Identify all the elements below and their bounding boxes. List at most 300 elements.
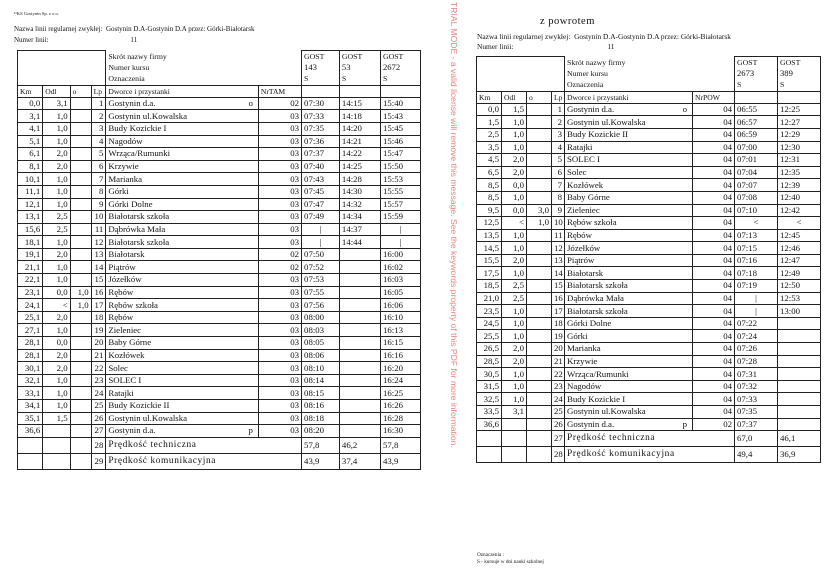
o-cell: [527, 242, 552, 255]
course-firm: GOST: [735, 57, 778, 69]
stop-flag: [687, 293, 690, 304]
stop-name-cell: [106, 362, 259, 375]
o-cell: [70, 97, 91, 110]
lp-cell: 16: [91, 286, 106, 299]
stop-name-cell: [106, 261, 259, 274]
departure-time: 06:59: [735, 128, 778, 141]
stop-name: Rębów: [567, 229, 592, 240]
departure-time: 07:19: [735, 280, 778, 293]
lp-cell: 15: [552, 280, 565, 293]
departure-time: 12:50: [778, 280, 821, 293]
departure-time: [339, 349, 380, 362]
departure-time: 07:31: [735, 368, 778, 381]
distance-cell: 2,5: [502, 280, 527, 293]
col-header-nr: NrPOW: [693, 91, 735, 103]
o-cell: [70, 185, 91, 198]
km-cell: 30,5: [477, 368, 502, 381]
nr-cell: 04: [693, 254, 735, 267]
departure-time: 16:13: [380, 324, 420, 337]
lp-cell: 10: [552, 217, 565, 230]
km-cell: 28,5: [477, 355, 502, 368]
o-cell: [527, 116, 552, 129]
departure-time: 08:10: [302, 362, 340, 375]
departure-time: 06:57: [735, 116, 778, 129]
stop-name: Krzywie: [567, 355, 598, 366]
stop-name: Zieleniec: [567, 204, 600, 215]
stop-row: [18, 236, 421, 249]
stop-name: Budy Kozickie II: [567, 129, 629, 140]
stop-name: Krzywie: [108, 161, 139, 172]
speed-value: 46,1: [778, 431, 821, 447]
nr-cell: 03: [258, 160, 301, 173]
column-header-row: [477, 91, 821, 103]
distance-cell: 1,0: [43, 324, 70, 337]
distance-cell: 2,0: [502, 166, 527, 179]
stop-row: [477, 128, 821, 141]
departure-time: 12:42: [778, 204, 821, 217]
stop-flag: [687, 117, 690, 128]
stop-row: [18, 148, 421, 161]
departure-time: |: [302, 223, 340, 236]
lp-cell: 18: [91, 311, 106, 324]
nr-cell: 03: [258, 211, 301, 224]
departure-time: 14:18: [339, 110, 380, 123]
stop-name: Piątrów: [567, 255, 595, 266]
stop-name-cell: [106, 412, 259, 425]
departure-time: |: [302, 236, 340, 249]
stop-row: [18, 299, 421, 312]
nr-cell: 04: [693, 179, 735, 192]
stop-name: Marianka: [108, 173, 143, 184]
speed-value: 57,8: [380, 437, 420, 453]
stop-name-cell: [106, 160, 259, 173]
distance-cell: 1,0: [502, 368, 527, 381]
lp-cell: 7: [552, 179, 565, 192]
departure-time: 07:04: [735, 166, 778, 179]
lp-cell: 13: [552, 254, 565, 267]
o-cell: [527, 154, 552, 167]
stop-flag: [253, 174, 256, 185]
departure-time: 07:01: [735, 154, 778, 167]
departure-time: 07:47: [302, 198, 340, 211]
stop-name-cell: [106, 248, 259, 261]
course-mark: S: [339, 73, 380, 85]
footer-blank: [18, 453, 43, 469]
header-blank: [18, 51, 106, 86]
departure-time: 14:15: [339, 97, 380, 110]
distance-cell: 0,0: [502, 204, 527, 217]
distance-cell: 1,0: [502, 242, 527, 255]
lp-cell: 13: [91, 248, 106, 261]
stop-name-cell: [565, 128, 693, 141]
lp-cell: 17: [552, 305, 565, 318]
nr-cell: 04: [693, 154, 735, 167]
footer-blank: [527, 431, 552, 447]
stop-name-cell: [565, 229, 693, 242]
stop-flag: [253, 325, 256, 336]
stop-flag: [253, 287, 256, 298]
distance-cell: 1,0: [43, 374, 70, 387]
stop-flag: p: [248, 425, 253, 436]
departure-time: 13:00: [778, 305, 821, 318]
km-cell: 3,5: [477, 141, 502, 154]
departure-time: [778, 393, 821, 406]
distance-cell: <: [43, 299, 70, 312]
departure-time: 07:45: [302, 185, 340, 198]
km-cell: 17,5: [477, 267, 502, 280]
departure-time: 12:25: [778, 103, 821, 116]
lp-cell: 14: [552, 267, 565, 280]
km-cell: 32,5: [477, 393, 502, 406]
distance-cell: 1,0: [502, 380, 527, 393]
km-cell: 36,6: [18, 425, 43, 438]
stop-name: Górki: [108, 186, 129, 197]
course-mark: S: [735, 79, 778, 91]
km-cell: 28,1: [18, 349, 43, 362]
departure-time: 14:28: [339, 173, 380, 186]
stop-flag: [253, 211, 256, 222]
nr-cell: 02: [693, 418, 735, 431]
stop-flag: [253, 186, 256, 197]
departure-time: [778, 355, 821, 368]
timetable-return: [476, 56, 821, 463]
departure-time: 07:36: [302, 135, 340, 148]
km-cell: 28,1: [18, 337, 43, 350]
distance-cell: 1,0: [502, 191, 527, 204]
stop-flag: [253, 312, 256, 323]
nr-cell: 04: [693, 267, 735, 280]
lp-cell: 19: [91, 324, 106, 337]
stop-name-cell: [565, 141, 693, 154]
departure-time: [339, 324, 380, 337]
departure-time: 14:44: [339, 236, 380, 249]
departure-time: <: [778, 217, 821, 230]
distance-cell: 0,0: [43, 286, 70, 299]
departure-time: |: [735, 292, 778, 305]
distance-cell: 2,0: [43, 248, 70, 261]
nr-cell: 03: [258, 311, 301, 324]
departure-time: |: [735, 305, 778, 318]
stop-name: Białotarsk: [108, 249, 145, 260]
stop-name: Solec: [567, 167, 587, 178]
return-title: z powrotem: [540, 16, 595, 27]
lp-cell: 2: [552, 116, 565, 129]
stop-name-cell: [565, 355, 693, 368]
nr-cell: 04: [693, 103, 735, 116]
departure-time: 14:20: [339, 122, 380, 135]
stop-name-cell: [106, 387, 259, 400]
o-cell: [70, 160, 91, 173]
stop-name: Gostynin d.a.: [567, 104, 615, 115]
stop-flag: [253, 237, 256, 248]
stop-row: [18, 248, 421, 261]
nr-cell: 03: [258, 122, 301, 135]
stop-name-cell: [106, 236, 259, 249]
lp-cell: 1: [91, 97, 106, 110]
lp-cell: 4: [552, 141, 565, 154]
col-header-blank: [778, 91, 821, 103]
company-name: ¹¹KS Gostynin Sp. z o.o.: [14, 11, 59, 16]
stop-row: [18, 324, 421, 337]
km-cell: 3,1: [18, 110, 43, 123]
footer-blank: [43, 453, 70, 469]
col-header-nr: NrTAM: [258, 85, 301, 97]
stop-name: Budy Kozickie II: [108, 400, 170, 411]
km-cell: 18,5: [477, 280, 502, 293]
stop-name: Nagodów: [108, 135, 143, 146]
col-header-lp: Lp: [91, 85, 106, 97]
col-header-lp: Lp: [552, 91, 565, 103]
nr-cell: 03: [258, 387, 301, 400]
footer-blank: [527, 447, 552, 463]
stop-name-cell: [106, 185, 259, 198]
departure-time: [778, 406, 821, 419]
stop-name-cell: [565, 166, 693, 179]
departure-time: [339, 400, 380, 413]
o-cell: [527, 330, 552, 343]
departure-time: 07:35: [302, 122, 340, 135]
stop-name-cell: [565, 116, 693, 129]
timetable-outbound: [17, 50, 421, 470]
stop-name-cell: [565, 343, 693, 356]
stop-flag: [253, 123, 256, 134]
departure-time: 07:35: [735, 406, 778, 419]
lp-cell: 18: [552, 317, 565, 330]
stop-row: [18, 97, 421, 110]
stop-row: [477, 355, 821, 368]
nr-cell: 04: [693, 141, 735, 154]
o-cell: 1,0: [527, 217, 552, 230]
km-cell: 15,6: [18, 223, 43, 236]
nr-cell: 03: [258, 349, 301, 362]
nr-cell: 04: [693, 355, 735, 368]
stop-row: [18, 274, 421, 287]
distance-cell: 1,0: [502, 128, 527, 141]
departure-time: 16:30: [380, 425, 420, 438]
stop-row: [18, 223, 421, 236]
stop-flag: [687, 331, 690, 342]
stop-name: Rębów szkoła: [567, 217, 617, 228]
departure-time: 07:56: [302, 299, 340, 312]
o-cell: [70, 400, 91, 413]
stop-name-cell: [106, 110, 259, 123]
departure-time: 15:47: [380, 148, 420, 161]
stop-row: [477, 292, 821, 305]
header-label: Skrót nazwy firmy: [565, 57, 735, 69]
distance-cell: 1,0: [43, 387, 70, 400]
o-cell: [70, 248, 91, 261]
departure-time: [339, 274, 380, 287]
stop-name-cell: [106, 274, 259, 287]
o-cell: [70, 135, 91, 148]
distance-cell: 1,0: [502, 141, 527, 154]
stop-name: Rębów: [108, 286, 134, 297]
header-label: Numer kursu: [106, 62, 302, 73]
distance-cell: <: [502, 217, 527, 230]
lp-cell: 22: [552, 368, 565, 381]
stop-name: Kozłówek: [108, 349, 145, 360]
stop-name-cell: [106, 425, 259, 438]
o-cell: [527, 254, 552, 267]
nr-cell: 03: [258, 374, 301, 387]
km-cell: 1,5: [477, 116, 502, 129]
distance-cell: 1,0: [502, 116, 527, 129]
km-cell: 8,5: [477, 179, 502, 192]
speed-value: 43,9: [380, 453, 420, 469]
departure-time: 15:46: [380, 135, 420, 148]
departure-time: 07:26: [735, 343, 778, 356]
stop-flag: [687, 205, 690, 216]
departure-time: 12:27: [778, 116, 821, 129]
departure-time: 07:43: [302, 173, 340, 186]
stop-name-cell: [565, 330, 693, 343]
km-cell: 4,5: [477, 154, 502, 167]
departure-time: 07:08: [735, 191, 778, 204]
departure-time: 07:18: [735, 267, 778, 280]
departure-time: [339, 412, 380, 425]
km-cell: 18,1: [18, 236, 43, 249]
stop-name-cell: [565, 406, 693, 419]
lp-cell: 28: [552, 447, 565, 463]
departure-time: 08:05: [302, 337, 340, 350]
stop-name: Ratajki: [567, 141, 593, 152]
km-cell: 25,5: [477, 330, 502, 343]
departure-time: 16:10: [380, 311, 420, 324]
lp-cell: 27: [91, 425, 106, 438]
nr-cell: 03: [258, 223, 301, 236]
stop-name: Ratajki: [108, 387, 134, 398]
stop-name-cell: [565, 317, 693, 330]
nr-cell: 04: [693, 343, 735, 356]
stop-row: [18, 135, 421, 148]
stop-row: [18, 122, 421, 135]
lp-cell: 25: [552, 406, 565, 419]
departure-time: 07:07: [735, 179, 778, 192]
stop-row: [477, 368, 821, 381]
stop-flag: [253, 148, 256, 159]
nr-cell: 02: [258, 97, 301, 110]
stop-flag: [687, 180, 690, 191]
o-cell: [70, 362, 91, 375]
departure-time: [339, 374, 380, 387]
lp-cell: 28: [91, 437, 106, 453]
departure-time: 07:16: [735, 254, 778, 267]
departure-time: 07:49: [302, 211, 340, 224]
course-num: 143: [302, 62, 340, 73]
stop-name: Białotarsk szkoła: [108, 211, 170, 222]
stop-name-cell: [565, 305, 693, 318]
stop-name: Gostynin d.a.: [108, 425, 156, 436]
departure-time: 08:03: [302, 324, 340, 337]
col-header-odl: Odl: [43, 85, 70, 97]
stop-row: [477, 116, 821, 129]
nr-cell: 03: [258, 286, 301, 299]
stop-name-cell: [565, 179, 693, 192]
stop-flag: [687, 230, 690, 241]
trial-watermark-right: TRIAL MODE - a valid license will remove this message. See the keywords property of this PDF for more information.: [449, 2, 459, 448]
o-cell: [527, 191, 552, 204]
o-cell: [527, 141, 552, 154]
header-label: Skrót nazwy firmy: [106, 51, 302, 63]
stop-name: Baby Górne: [108, 337, 152, 348]
stop-name: Rębów szkoła: [108, 299, 158, 310]
departure-time: 07:10: [735, 204, 778, 217]
speed-row: [477, 431, 821, 447]
stop-name: Zieleniec: [108, 324, 142, 335]
departure-time: 14:32: [339, 198, 380, 211]
departure-time: 07:52: [302, 261, 340, 274]
course-num: 53: [339, 62, 380, 73]
distance-cell: 2,5: [502, 292, 527, 305]
stop-flag: [253, 400, 256, 411]
departure-time: [339, 311, 380, 324]
lp-cell: 7: [91, 173, 106, 186]
departure-time: 16:00: [380, 248, 420, 261]
stop-row: [477, 103, 821, 116]
departure-time: 07:22: [735, 317, 778, 330]
course-num: 2673: [735, 68, 778, 79]
speed-row: [18, 437, 421, 453]
km-cell: 14,5: [477, 242, 502, 255]
stop-flag: o: [248, 98, 253, 109]
o-cell: [527, 229, 552, 242]
lp-cell: 3: [91, 122, 106, 135]
km-cell: 36,6: [477, 418, 502, 431]
o-cell: [70, 173, 91, 186]
stop-flag: [687, 255, 690, 266]
speed-value: 49,4: [735, 447, 778, 463]
nr-cell: 03: [258, 185, 301, 198]
km-cell: 21,1: [18, 261, 43, 274]
header-label: Numer kursu: [565, 68, 735, 79]
nr-cell: 03: [258, 362, 301, 375]
departure-time: 07:40: [302, 160, 340, 173]
stop-name: Białotarsk szkoła: [567, 280, 628, 291]
nr-cell: 04: [693, 217, 735, 230]
departure-time: 07:00: [735, 141, 778, 154]
speed-value: 43,9: [302, 453, 340, 469]
departure-time: 07:55: [302, 286, 340, 299]
km-cell: 32,1: [18, 374, 43, 387]
stop-flag: [253, 274, 256, 285]
o-cell: [527, 343, 552, 356]
departure-time: 07:33: [735, 393, 778, 406]
distance-cell: 2,5: [43, 223, 70, 236]
distance-cell: 1,0: [43, 274, 70, 287]
course-num: 389: [778, 68, 821, 79]
km-cell: 30,1: [18, 362, 43, 375]
stop-row: [18, 425, 421, 438]
departure-time: 15:40: [380, 97, 420, 110]
distance-cell: 1,0: [502, 330, 527, 343]
km-cell: 24,5: [477, 317, 502, 330]
stop-name-cell: [106, 198, 259, 211]
stop-flag: [253, 161, 256, 172]
o-cell: [527, 267, 552, 280]
o-cell: [527, 355, 552, 368]
speed-value: 67,0: [735, 431, 778, 447]
lp-cell: 24: [552, 393, 565, 406]
col-header-o: o: [70, 85, 91, 97]
course-firm: GOST: [380, 51, 420, 63]
stop-name-cell: [565, 380, 693, 393]
km-cell: 34,1: [18, 400, 43, 413]
departure-time: 14:34: [339, 211, 380, 224]
departure-time: 08:00: [302, 311, 340, 324]
nr-cell: 03: [258, 198, 301, 211]
stop-name-cell: [106, 122, 259, 135]
lp-cell: 23: [552, 380, 565, 393]
